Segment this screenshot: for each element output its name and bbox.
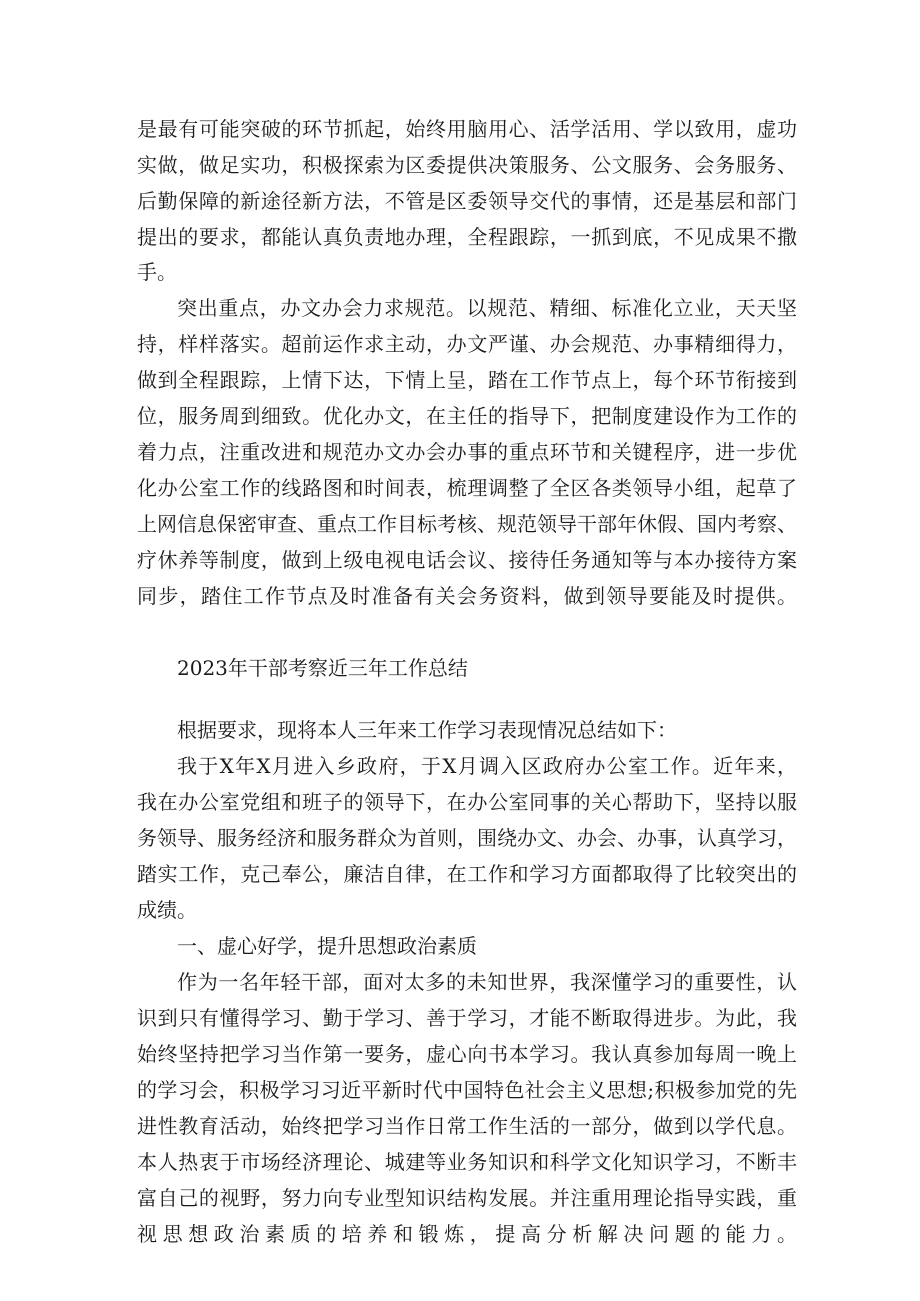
text-line: 实做，做足实功，积极探索为区委提供决策服务、公文服务、会务服务、 xyxy=(137,153,797,177)
text-line: 本人热衷于市场经济理论、城建等业务知识和科学文化知识学习，不断丰 xyxy=(137,1150,797,1174)
text-line: 位，服务周到细致。优化办文，在主任的指导下，把制度建设作为工作的 xyxy=(137,404,797,428)
text-line: 着力点，注重改进和规范办文办会办事的重点环节和关键程序，进一步优 xyxy=(137,440,797,464)
text-line: 做到全程跟踪，上情下达，下情上呈，踏在工作节点上，每个环节衔接到 xyxy=(137,368,797,392)
document-title: 2023年干部考察近三年工作总结 xyxy=(177,656,468,680)
text-line: 提出的要求，都能认真负责地办理，全程跟踪，一抓到底，不见成果不撒 xyxy=(137,225,797,249)
text-line: 作为一名年轻干部，面对太多的未知世界，我深懂学习的重要性，认 xyxy=(177,970,797,994)
text-line: 化办公室工作的线路图和时间表，梳理调整了全区各类领导小组，起草了 xyxy=(137,476,797,500)
text-line: 视思想政治素质的培养和锻炼，提高分析解决问题的能力。 xyxy=(137,1222,797,1246)
text-line: 根据要求，现将本人三年来工作学习表现情况总结如下： xyxy=(177,718,677,742)
text-line: 突出重点，办文办会力求规范。以规范、精细、标准化立业，天天坚 xyxy=(177,296,797,320)
text-line: 手。 xyxy=(137,260,177,284)
text-line: 识到只有懂得学习、勤于学习、善于学习，才能不断取得进步。为此，我 xyxy=(137,1006,797,1030)
text-line: 始终坚持把学习当作第一要务，虚心向书本学习。我认真参加每周一晚上 xyxy=(137,1042,797,1066)
text-line: 上网信息保密审查、重点工作目标考核、规范领导干部年休假、国内考察、 xyxy=(137,512,797,536)
section-heading: 一、虚心好学，提升思想政治素质 xyxy=(177,934,477,958)
text-line xyxy=(137,1255,797,1285)
text-line: 同步，踏住工作节点及时准备有关会务资料，做到领导要能及时提供。 xyxy=(137,584,797,608)
text-line: 是最有可能突破的环节抓起，始终用脑用心、活学活用、学以致用，虚功 xyxy=(137,117,797,141)
text-line: 持，样样落实。超前运作求主动，办文严谨、办会规范、办事精细得力， xyxy=(137,332,797,356)
text-line xyxy=(137,617,797,647)
text-line: 务领导、服务经济和服务群众为首则，围绕办文、办会、办事，认真学习， xyxy=(137,826,797,850)
text-line: 我在办公室党组和班子的领导下，在办公室同事的关心帮助下，坚持以服 xyxy=(137,790,797,814)
text-line: 我于X年X月进入乡政府，于X月调入区政府办公室工作。近年来， xyxy=(177,754,797,778)
text-line: 后勤保障的新途径新方法，不管是区委领导交代的事情，还是基层和部门 xyxy=(137,189,797,213)
text-line: 进性教育活动，始终把学习当作日常工作生活的一部分，做到以学代息。 xyxy=(137,1114,797,1138)
text-line: 成绩。 xyxy=(137,898,197,922)
text-line: 的学习会，积极学习习近平新时代中国特色社会主义思想;积极参加党的先 xyxy=(137,1078,797,1102)
text-line: 踏实工作，克己奉公，廉洁自律，在工作和学习方面都取得了比较突出的 xyxy=(137,862,797,886)
text-line: 疗休养等制度，做到上级电视电话会议、接待任务通知等与本办接待方案 xyxy=(137,548,797,572)
text-line: 富自己的视野，努力向专业型知识结构发展。并注重用理论指导实践，重 xyxy=(137,1186,797,1210)
